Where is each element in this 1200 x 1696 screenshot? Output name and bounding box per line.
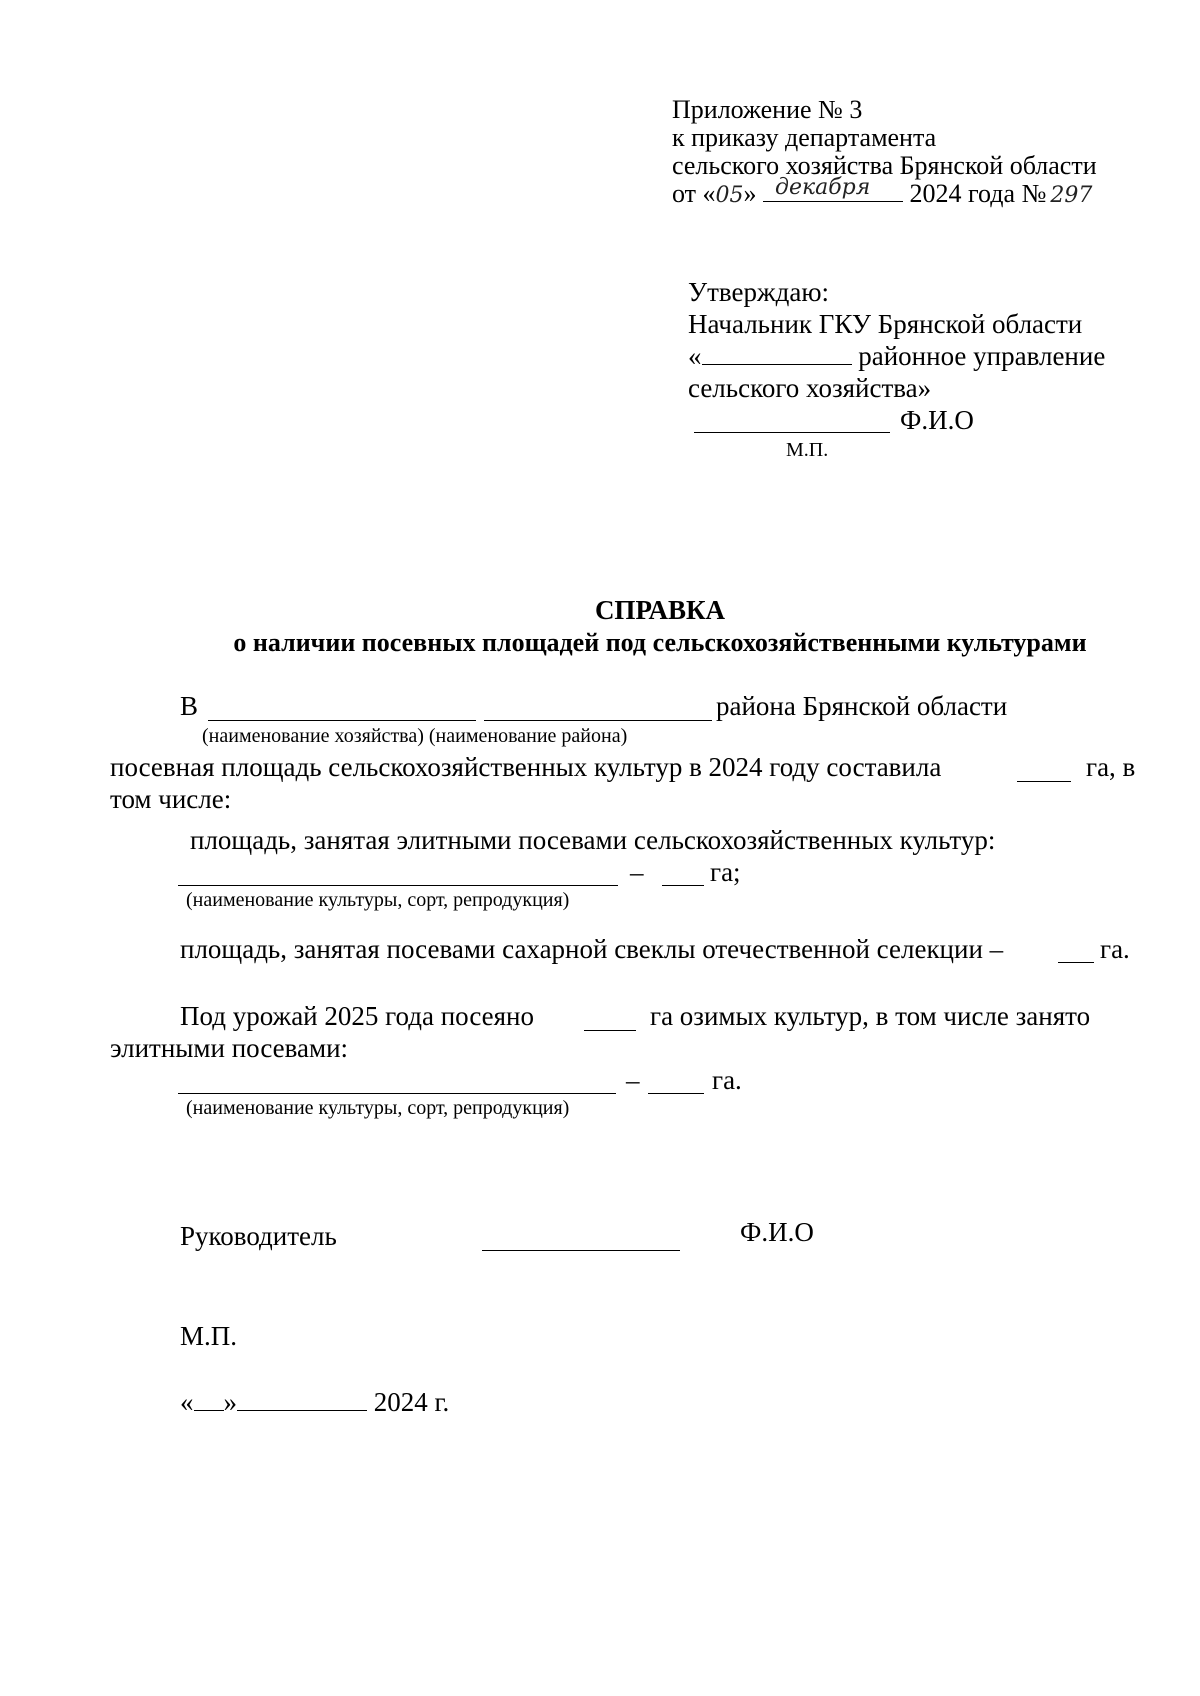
approve-fio: Ф.И.О — [900, 405, 974, 435]
ha-comma-in: га, в — [1086, 752, 1136, 782]
head-signature-line — [482, 1250, 680, 1251]
winter-crops-blank — [584, 1030, 636, 1031]
dash-2: – — [626, 1065, 640, 1095]
crop-blank-1 — [178, 885, 618, 886]
handwritten-number: 297 — [1050, 183, 1093, 208]
date-mid: » — [743, 179, 757, 208]
month-field — [763, 175, 903, 202]
elite-ha-blank-2 — [648, 1093, 704, 1094]
department-blank — [702, 342, 852, 365]
sugar-beet-blank — [1058, 962, 1094, 963]
approve-seal-label: М.П. — [786, 439, 829, 461]
elite-area-text: площадь, занятая элитными посевами сельскохозяйственных культур: — [190, 825, 996, 855]
appendix-line-1: Приложение № 3 — [672, 95, 863, 124]
crop-blank-2 — [178, 1093, 616, 1094]
sown-area-text: посевная площадь сельскохозяйственных культур в 2024 году составила — [110, 752, 942, 782]
sign-day-blank — [194, 1388, 224, 1411]
handwritten-month: декабря — [775, 175, 871, 200]
harvest-prefix: Под урожай 2025 года посеяно — [180, 1001, 535, 1031]
appendix-line-3: сельского хозяйства Брянской области — [672, 151, 1097, 180]
date-prefix: от « — [672, 179, 716, 208]
quote-open: « — [688, 341, 702, 371]
sown-area-blank — [1017, 781, 1071, 782]
sign-month-blank — [237, 1388, 367, 1411]
ha-dot-2: га. — [712, 1065, 742, 1095]
head-fio: Ф.И.О — [740, 1217, 814, 1247]
elite-ha-blank-1 — [662, 885, 704, 886]
dash-1: – — [630, 857, 644, 887]
region-name-blank — [484, 720, 712, 721]
region-suffix: района Брянской области — [716, 691, 1008, 721]
elite-sowings-text: элитными посевами: — [110, 1033, 349, 1063]
sign-date-line — [180, 1386, 449, 1418]
harvest-suffix: га озимых культур, в том числе занято — [650, 1001, 1091, 1031]
approve-line-1: Утверждаю: — [688, 277, 830, 307]
appendix-date-line — [672, 175, 1093, 211]
including-text: том числе: — [110, 784, 232, 814]
farm-name-blank — [208, 720, 476, 721]
farm-region-caption: (наименование хозяйства) (наименование района) — [202, 725, 628, 747]
sugar-beet-text: площадь, занятая посевами сахарной свеклы отечественной селекции – — [180, 934, 1004, 964]
ha-dot-1: га. — [1100, 934, 1130, 964]
document-subtitle: о наличии посевных площадей под сельскохозяйственными культурами — [233, 628, 1087, 657]
crop-caption-1: (наименование культуры, сорт, репродукция) — [186, 889, 570, 911]
handwritten-day: 05 — [715, 183, 744, 208]
seal-label: М.П. — [180, 1321, 238, 1351]
document-title: СПРАВКА — [594, 595, 726, 625]
approve-signature-line — [694, 432, 890, 433]
approve-line-4: сельского хозяйства» — [688, 373, 932, 403]
sign-date-year: 2024 г. — [373, 1387, 450, 1417]
crop-caption-2: (наименование культуры, сорт, репродукция) — [186, 1097, 570, 1119]
sign-date-quote-open: « — [180, 1387, 194, 1417]
appendix-line-2: к приказу департамента — [672, 123, 937, 152]
approve-line-2: Начальник ГКУ Брянской области — [688, 309, 1083, 339]
ha-semicolon: га; — [710, 857, 741, 887]
head-label: Руководитель — [180, 1221, 337, 1251]
in-prefix: В — [180, 691, 199, 721]
approve-line-3 — [688, 340, 1105, 372]
date-year-text: 2024 года № — [909, 179, 1047, 208]
sign-date-quote-close: » — [223, 1387, 237, 1417]
district-department-text: районное управление — [858, 341, 1106, 371]
